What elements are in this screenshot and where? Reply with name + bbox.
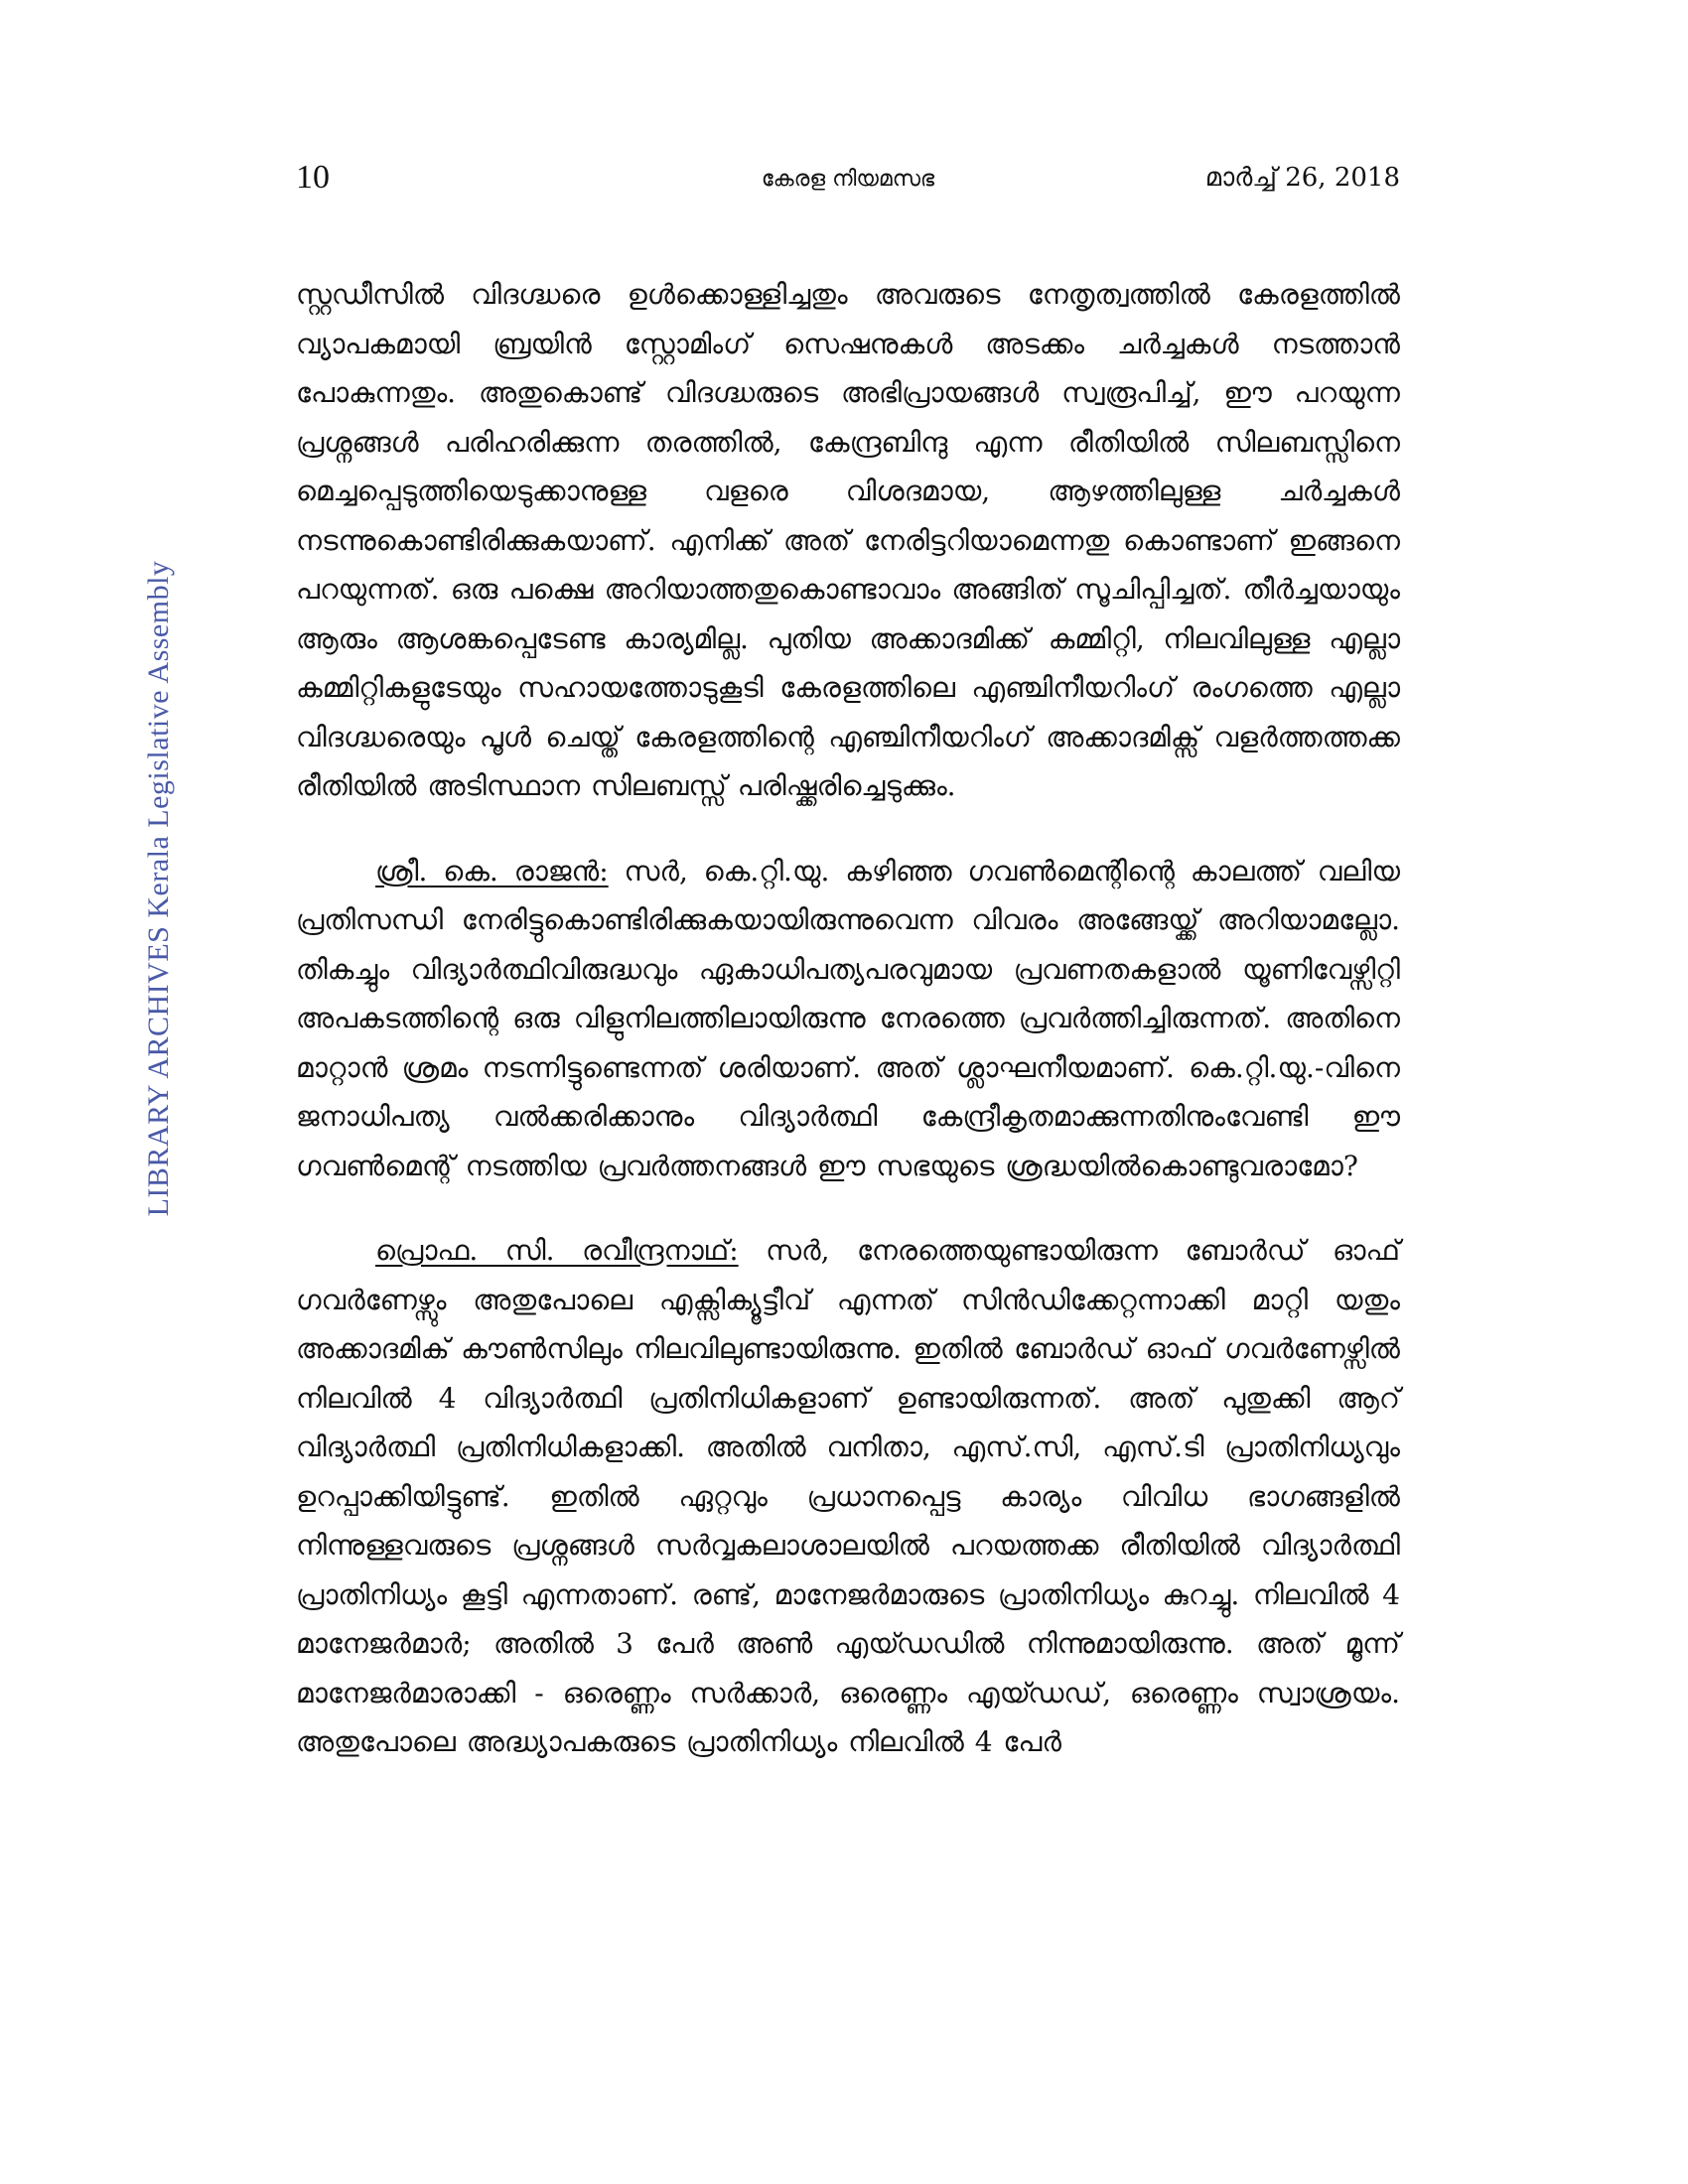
paragraph-1	[296, 270, 1400, 811]
header-title: കേരള നിയമസഭ	[761, 167, 935, 192]
paragraph-2	[296, 847, 1400, 1191]
paragraph-text: സ്റ്റഡീസിൽ വിദഗ്ദ്ധരെ ഉൾക്കൊള്ളിച്ചതും അവരുടെ നേതൃത്വത്തിൽ കേരളത്തിൽ വ്യാപകമായി ബ്രയിൻ സ്റ്റോമിംഗ് സെഷനുകൾ അടക്കം ചർച്ചകൾ നടത്താൻ പോകുന്നതും. അതുകൊണ്ട് വിദഗ്ദ്ധരുടെ അഭിപ്രായങ്ങൾ സ്വരൂപിച്ച്, ഈ പറയുന്ന പ്രശ്നങ്ങൾ പരിഹരിക്കുന്ന തരത്തിൽ, കേന്ദ്രബിന്ദു എന്ന രീതിയിൽ സിലബസ്സിനെ മെച്ചപ്പെടുത്തിയെടുക്കാനുള്ള വളരെ വിശദമായ, ആഴത്തിലുള്ള ചർച്ചകൾ നടന്നുകൊണ്ടിരിക്കുകയാണ്. എനിക്ക് അത് നേരിട്ടറിയാമെന്നതു കൊണ്ടാണ് ഇങ്ങനെ പറയുന്നത്. ഒരു പക്ഷെ അറിയാത്തതുകൊണ്ടാവാം അങ്ങിത് സൂചിപ്പിച്ചത്. തീർച്ചയായും ആരും ആശങ്കപ്പെടേണ്ട കാര്യമില്ല. പുതിയ അക്കാദമിക്ക് കമ്മിറ്റി, നിലവിലുള്ള എല്ലാ കമ്മിറ്റികളുടേയും സഹായത്തോടുകൂടി കേരളത്തിലെ എഞ്ചിനീയറിംഗ് രംഗത്തെ എല്ലാ വിദഗ്ദ്ധരെയും പൂൾ ചെയ്ത് കേരളത്തിന്റെ എഞ്ചിനീയറിംഗ് അക്കാദമിക്സ് വളർത്തത്തക്ക രീതിയിൽ അടിസ്ഥാന സിലബസ്സ് പരിഷ്ക്കരിച്ചെടുക്കും.	[296, 278, 1400, 802]
paragraph-text: സർ, കെ.റ്റി.യു. കഴിഞ്ഞ ഗവൺമെന്റിന്റെ കാലത്ത് വലിയ പ്രതിസന്ധി നേരിട്ടുകൊണ്ടിരിക്കുകയായിരുന്നുവെന്ന വിവരം അങ്ങേയ്ക്ക് അറിയാമല്ലോ. തികച്ചും വിദ്യാർത്ഥിവിരുദ്ധവും ഏകാധിപത്യപരവുമായ പ്രവണതകളാൽ യൂണിവേഴ്സിറ്റി അപകടത്തിന്റെ ഒരു വിളുനിലത്തിലായിരുന്നു നേരത്തെ പ്രവർത്തിച്ചിരുന്നത്. അതിനെ മാറ്റാൻ ശ്രമം നടന്നിട്ടുണ്ടെന്നത് ശരിയാണ്. അത് ശ്ലാഘനീയമാണ്. കെ.റ്റി.യു.-വിനെ ജനാധിപത്യ വൽക്കരിക്കാനും വിദ്യാർത്ഥി കേന്ദ്രീകൃതമാക്കുന്നതിനുംവേണ്ടി ഈ ഗവൺമെന്റ് നടത്തിയ പ്രവർത്തനങ്ങൾ ഈ സഭയുടെ ശ്രദ്ധയിൽകൊണ്ടുവരാമോ?	[296, 854, 1400, 1182]
paragraph-text: സർ, നേരത്തെയുണ്ടായിരുന്ന ബോർഡ് ഓഫ് ഗവർണേഴ്സും അതുപോലെ എക്സിക്യൂട്ടീവ് എന്നത് സിൻഡിക്കേറ്റന്നാക്കി മാറ്റി യതും അക്കാദമിക് കൗൺസിലും നിലവിലുണ്ടായിരുന്നു. ഇതിൽ ബോർഡ് ഓഫ് ഗവർണേഴ്സിൽ നിലവിൽ 4 വിദ്യാർത്ഥി പ്രതിനിധികളാണ് ഉണ്ടായിരുന്നത്. അത് പുതുക്കി ആറ് വിദ്യാർത്ഥി പ്രതിനിധികളാക്കി. അതിൽ വനിതാ, എസ്.സി, എസ്.ടി പ്രാതിനിധ്യവും ഉറപ്പാക്കിയിട്ടുണ്ട്. ഇതിൽ ഏറ്റവും പ്രധാനപ്പെട്ട കാര്യം വിവിധ ഭാഗങ്ങളിൽ നിന്നുള്ളവരുടെ പ്രശ്നങ്ങൾ സർവ്വകലാശാലയിൽ പറയത്തക്ക രീതിയിൽ വിദ്യാർത്ഥി പ്രാതിനിധ്യം കൂട്ടി എന്നതാണ്. രണ്ട്, മാനേജർമാരുടെ പ്രാതിനിധ്യം കുറച്ചു. നിലവിൽ 4 മാനേജർമാർ; അതിൽ 3 പേർ അൺ എയ്ഡഡിൽ നിന്നുമായിരുന്നു. അത് മൂന്ന് മാനേജർമാരാക്കി - ഒരെണ്ണം സർക്കാർ, ഒരെണ്ണം എയ്ഡഡ്, ഒരെണ്ണം സ്വാശ്രയം. അതുപോലെ അദ്ധ്യാപകരുടെ പ്രാതിനിധ്യം നിലവിൽ 4 പേർ	[296, 1234, 1400, 1758]
speaker-name: ശ്രീ. കെ. രാജൻ:	[375, 854, 609, 887]
header-date: മാർച്ച് 26, 2018	[1204, 163, 1400, 193]
archive-watermark: LIBRARY ARCHIVES Kerala Legislative Assembly	[142, 560, 175, 1217]
speaker-name: പ്രൊഫ. സി. രവീന്ദ്രനാഥ്:	[375, 1234, 739, 1267]
page-header	[296, 159, 1400, 208]
document-body	[296, 270, 1400, 1767]
page-number: 10	[296, 159, 330, 196]
paragraph-3	[296, 1226, 1400, 1767]
